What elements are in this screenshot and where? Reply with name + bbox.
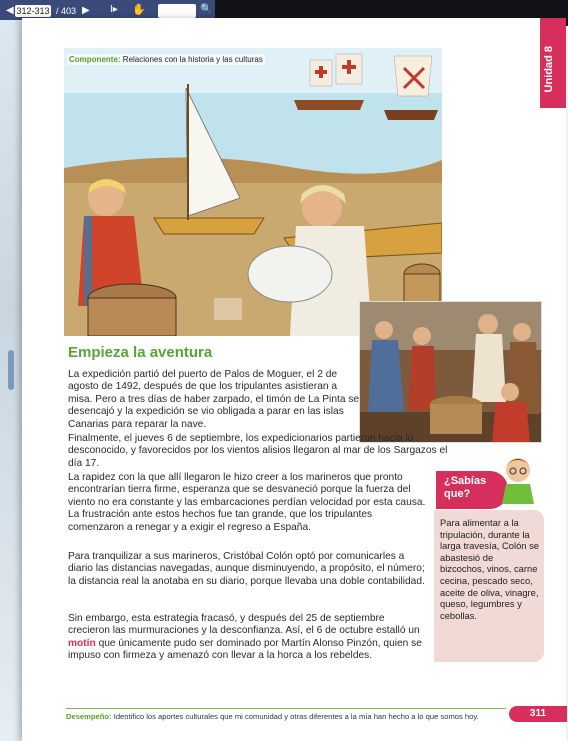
p5-text-a: Sin embargo, esta estrategia fracasó, y después del 25 de septiembre crecieron las murmuraciones y la desconfianza. Así, el 6 de octubre estalló un [68, 613, 420, 637]
page-number-input[interactable]: 312-313 [16, 6, 50, 16]
ships-illustration [64, 48, 442, 336]
sabias-que-box [434, 510, 544, 662]
paragraph-2: Finalmente, el jueves 6 de septiembre, los expedicionarios partieron hacia lo desconocido, y favorecidos por los vientos alisios llegaron al mar de los Sargazos el día 17. [68, 433, 448, 469]
search-input[interactable] [158, 4, 196, 18]
p5-text-b: que únicamente pudo ser dominado por Martín Alonso Pinzón, quien se impuso con firmeza y amenazó con llevar a la horca a los rebeldes. [68, 637, 422, 662]
component-text: Relaciones con la historia y las culturas [122, 55, 263, 64]
left-page-edge [0, 20, 22, 741]
sabias-title: ¿Sabías que? [444, 475, 487, 500]
paragraph-3: La rapidez con la que allí llegaron le hizo creer a los marineros que pronto encontrarían tierra firme, esperanza que se desvaneció porque la fuerza del viento no era constante y las embarcaciones perdían velocidad por esta causa. La frustración ante estos hechos fue tan grande, que los tripulantes comenzaron a renegar y a exigir el regreso a España. [68, 472, 426, 533]
section-title: Empieza la aventura [68, 344, 213, 361]
hand-tool-icon[interactable]: ✋ [132, 4, 146, 16]
paragraph-1: La expedición partió del puerto de Palos de Moguer, el 2 de agosto de 1492, después de que los tripulantes asistieran a misa. Pero a tres días de haber zarpado, el timón de La Pinta se desencajó y la expedición se vio obligada a parar en las islas Canarias para reparar la nave. [68, 369, 360, 430]
footer-rule [66, 708, 506, 709]
unit-tab [540, 18, 566, 108]
footer-text: Identifico los aportes culturales que mi comunidad y otras diferentes a la mía han hecho a lo que somos hoy. [113, 712, 479, 721]
girl-icon [496, 452, 540, 504]
sailors-illustration [359, 301, 542, 443]
component-label [67, 54, 265, 65]
p5-bold-word: motín [68, 637, 96, 649]
search-icon[interactable]: 🔍 [200, 4, 213, 15]
sabias-text: Para alimentar a la tripulación, durante la larga travesía, Colón se abastesió de bizcochos, vinos, carne cecina, pescado seco, aceite de oliva, vinagre, queso, legumbres y cebollas. [440, 517, 540, 621]
page-number: 311 [509, 706, 567, 722]
total-pages: / 403 [56, 6, 77, 16]
footer-label: Desempeño: [66, 712, 112, 721]
page-edge-mark [8, 350, 14, 390]
paragraph-5 [68, 613, 428, 663]
text-select-icon[interactable]: I▸ [110, 4, 118, 15]
prev-page-icon[interactable]: ◀ [6, 5, 14, 16]
paragraph-4: Para tranquilizar a sus marineros, Cristóbal Colón optó por comunicarles a diario las distancias navegadas, aunque disminuyendo, a propósito, el número; la distancia real la anotaba en su diario, porque llevaba una doble contabilidad. [68, 551, 425, 587]
book-page [22, 18, 566, 741]
footer-performance [66, 712, 479, 721]
component-prefix: Componente: [69, 55, 121, 64]
unit-label: Unidad 8 [543, 46, 555, 93]
next-page-icon[interactable]: ▶ [82, 5, 90, 16]
